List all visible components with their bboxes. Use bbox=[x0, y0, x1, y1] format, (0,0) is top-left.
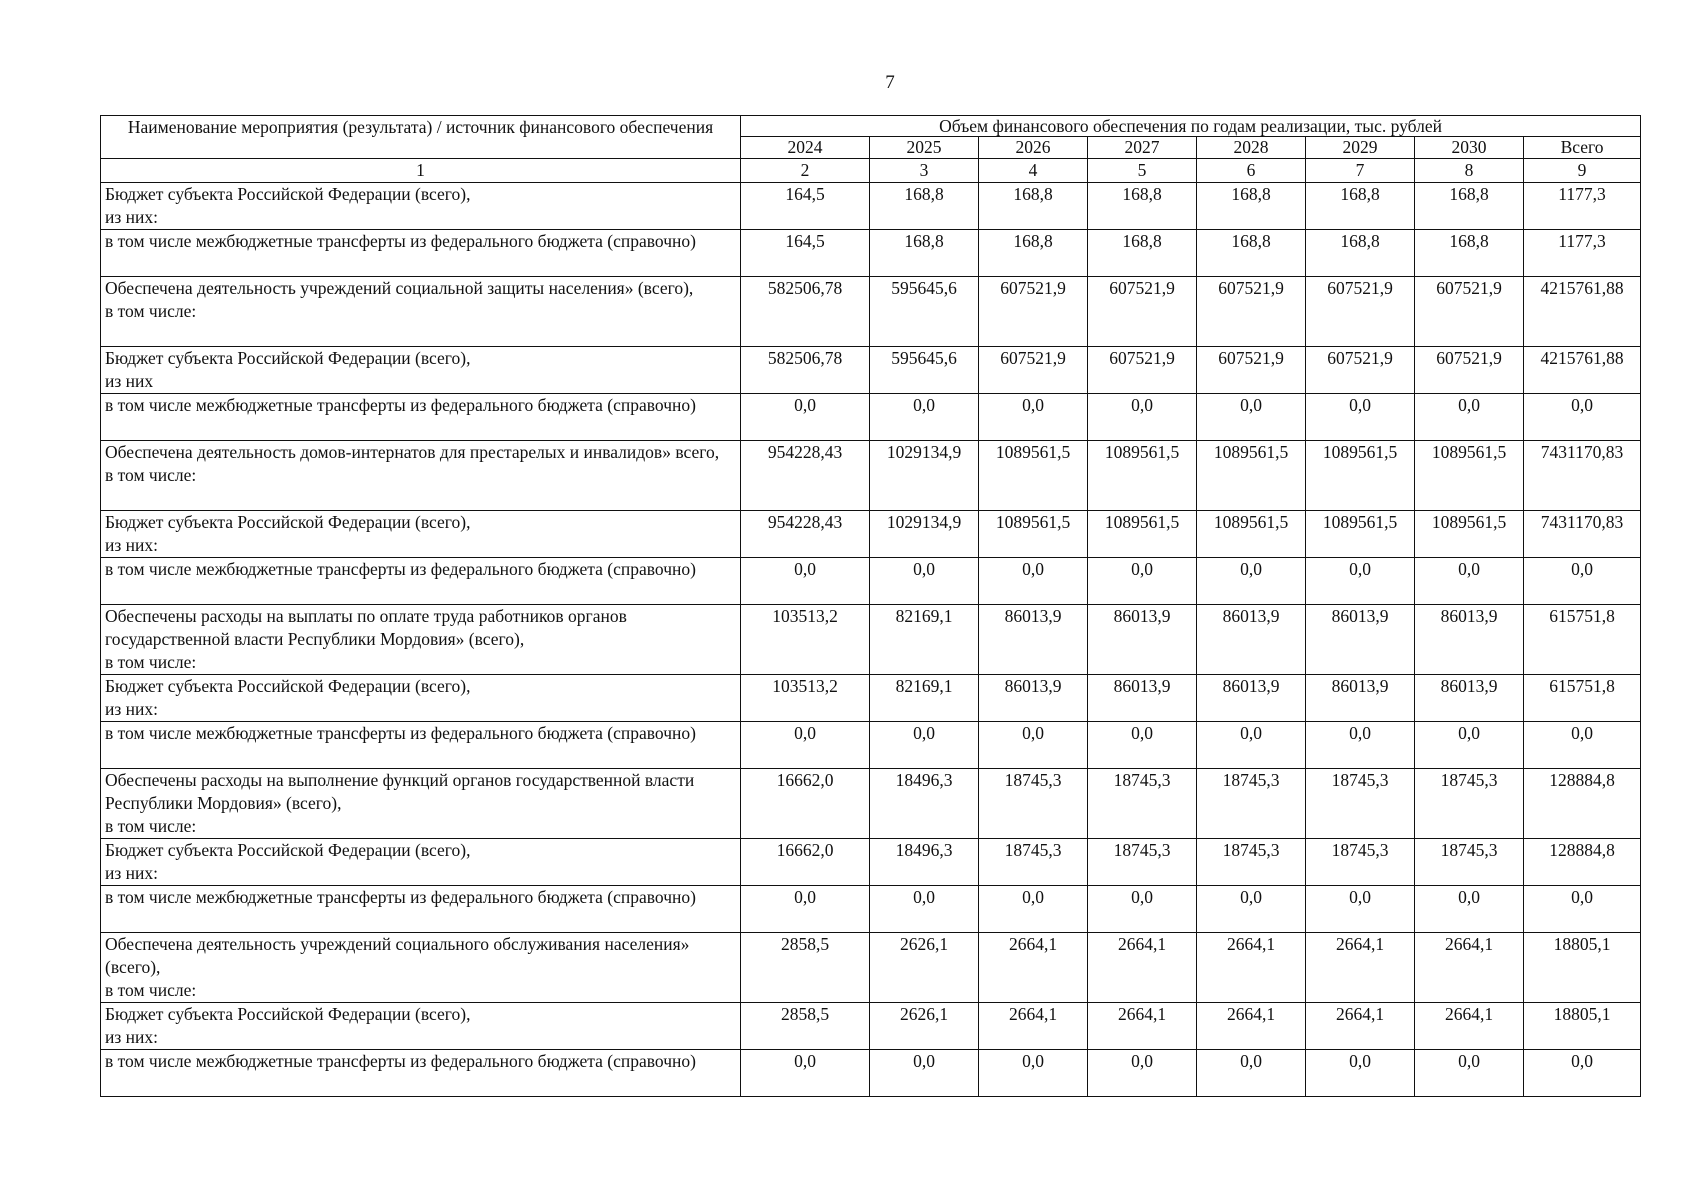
row-name-cell bbox=[101, 769, 741, 839]
row-name-line: Бюджет субъекта Российской Федерации (всего), bbox=[105, 676, 471, 696]
value-cell: 615751,8 bbox=[1524, 605, 1641, 675]
row-name-line: в том числе межбюджетные трансферты из федерального бюджета (справочно) bbox=[105, 231, 696, 251]
value-cell: 168,8 bbox=[1306, 230, 1415, 277]
row-name-cell bbox=[101, 441, 741, 511]
table-row bbox=[101, 1003, 1641, 1050]
value-cell: 18745,3 bbox=[979, 839, 1088, 886]
value-cell: 128884,8 bbox=[1524, 769, 1641, 839]
value-cell: 0,0 bbox=[1415, 558, 1524, 605]
year-header: 2024 bbox=[741, 137, 870, 159]
column-number-cell: 2 bbox=[741, 159, 870, 183]
value-cell: 1089561,5 bbox=[1088, 441, 1197, 511]
table-header bbox=[101, 116, 1641, 183]
value-cell: 18745,3 bbox=[1306, 839, 1415, 886]
value-cell: 86013,9 bbox=[1306, 675, 1415, 722]
table-row bbox=[101, 441, 1641, 511]
value-cell: 0,0 bbox=[1306, 886, 1415, 933]
value-cell: 0,0 bbox=[1197, 722, 1306, 769]
row-name-line: в том числе межбюджетные трансферты из федерального бюджета (справочно) bbox=[105, 723, 696, 743]
value-cell: 18496,3 bbox=[870, 839, 979, 886]
column-number-cell: 8 bbox=[1415, 159, 1524, 183]
value-cell: 607521,9 bbox=[1415, 277, 1524, 347]
value-cell: 18805,1 bbox=[1524, 1003, 1641, 1050]
row-name-line: из них bbox=[105, 371, 154, 391]
row-name-line: Обеспечены расходы на выплаты по оплате труда работников органов государственной власти Республики Мордовия» (всего), bbox=[105, 606, 627, 649]
value-cell: 2664,1 bbox=[979, 1003, 1088, 1050]
value-cell: 595645,6 bbox=[870, 277, 979, 347]
row-name-cell bbox=[101, 722, 741, 769]
row-name-line: из них: bbox=[105, 863, 158, 883]
value-cell: 18805,1 bbox=[1524, 933, 1641, 1003]
row-name-line: Бюджет субъекта Российской Федерации (всего), bbox=[105, 348, 471, 368]
value-cell: 82169,1 bbox=[870, 605, 979, 675]
value-cell: 16662,0 bbox=[741, 769, 870, 839]
value-cell: 0,0 bbox=[979, 722, 1088, 769]
table-row bbox=[101, 230, 1641, 277]
value-cell: 1177,3 bbox=[1524, 230, 1641, 277]
value-cell: 0,0 bbox=[979, 1050, 1088, 1097]
value-cell: 2626,1 bbox=[870, 933, 979, 1003]
value-cell: 86013,9 bbox=[1088, 605, 1197, 675]
column-number-cell: 1 bbox=[101, 159, 741, 183]
value-cell: 168,8 bbox=[1197, 183, 1306, 230]
row-name-cell bbox=[101, 347, 741, 394]
row-name-line: в том числе: bbox=[105, 301, 197, 321]
value-cell: 2858,5 bbox=[741, 933, 870, 1003]
table-row bbox=[101, 511, 1641, 558]
row-name-cell bbox=[101, 230, 741, 277]
value-cell: 86013,9 bbox=[1415, 675, 1524, 722]
value-cell: 128884,8 bbox=[1524, 839, 1641, 886]
value-cell: 18745,3 bbox=[1415, 839, 1524, 886]
value-cell: 18745,3 bbox=[1197, 839, 1306, 886]
value-cell: 7431170,83 bbox=[1524, 511, 1641, 558]
value-cell: 0,0 bbox=[1306, 558, 1415, 605]
value-cell: 0,0 bbox=[1524, 886, 1641, 933]
year-header: 2026 bbox=[979, 137, 1088, 159]
value-cell: 168,8 bbox=[1415, 183, 1524, 230]
row-name-line: из них: bbox=[105, 535, 158, 555]
value-cell: 18745,3 bbox=[1306, 769, 1415, 839]
row-name-line: в том числе межбюджетные трансферты из федерального бюджета (справочно) bbox=[105, 887, 696, 907]
value-cell: 607521,9 bbox=[1306, 277, 1415, 347]
value-cell: 0,0 bbox=[1088, 1050, 1197, 1097]
row-name-line: в том числе: bbox=[105, 980, 197, 1000]
value-cell: 2664,1 bbox=[1088, 1003, 1197, 1050]
value-cell: 607521,9 bbox=[1197, 347, 1306, 394]
value-cell: 164,5 bbox=[741, 183, 870, 230]
value-cell: 0,0 bbox=[870, 722, 979, 769]
value-cell: 16662,0 bbox=[741, 839, 870, 886]
value-cell: 2664,1 bbox=[979, 933, 1088, 1003]
value-cell: 0,0 bbox=[1088, 722, 1197, 769]
year-header: 2027 bbox=[1088, 137, 1197, 159]
row-name-cell bbox=[101, 839, 741, 886]
table-row bbox=[101, 675, 1641, 722]
value-cell: 0,0 bbox=[1415, 886, 1524, 933]
value-cell: 1089561,5 bbox=[1415, 511, 1524, 558]
value-cell: 1089561,5 bbox=[1415, 441, 1524, 511]
row-name-line: Обеспечены расходы на выполнение функций органов государственной власти Республики Мордовия» (всего), bbox=[105, 770, 695, 813]
value-cell: 0,0 bbox=[870, 1050, 979, 1097]
row-name-line: Обеспечена деятельность учреждений социального обслуживания населения» (всего), bbox=[105, 934, 690, 977]
row-name-line: в том числе: bbox=[105, 465, 197, 485]
row-name-cell bbox=[101, 605, 741, 675]
value-cell: 954228,43 bbox=[741, 511, 870, 558]
value-cell: 0,0 bbox=[870, 394, 979, 441]
value-cell: 168,8 bbox=[979, 230, 1088, 277]
value-cell: 1089561,5 bbox=[979, 441, 1088, 511]
table-row bbox=[101, 839, 1641, 886]
table-body bbox=[101, 183, 1641, 1097]
column-number-cell: 5 bbox=[1088, 159, 1197, 183]
value-cell: 103513,2 bbox=[741, 605, 870, 675]
value-cell: 86013,9 bbox=[979, 675, 1088, 722]
row-name-line: Бюджет субъекта Российской Федерации (всего), bbox=[105, 1004, 471, 1024]
value-cell: 168,8 bbox=[1415, 230, 1524, 277]
value-cell: 0,0 bbox=[979, 394, 1088, 441]
value-cell: 0,0 bbox=[1088, 886, 1197, 933]
value-cell: 607521,9 bbox=[979, 347, 1088, 394]
value-cell: 2664,1 bbox=[1197, 1003, 1306, 1050]
row-name-cell bbox=[101, 1050, 741, 1097]
value-cell: 0,0 bbox=[1197, 394, 1306, 441]
value-cell: 595645,6 bbox=[870, 347, 979, 394]
value-cell: 0,0 bbox=[1306, 394, 1415, 441]
value-cell: 0,0 bbox=[1088, 558, 1197, 605]
value-cell: 0,0 bbox=[741, 394, 870, 441]
value-cell: 86013,9 bbox=[1197, 605, 1306, 675]
row-name-line: в том числе: bbox=[105, 816, 197, 836]
row-name-line: в том числе: bbox=[105, 652, 197, 672]
value-cell: 0,0 bbox=[1415, 394, 1524, 441]
value-cell: 168,8 bbox=[870, 183, 979, 230]
row-name-cell bbox=[101, 886, 741, 933]
year-header: 2029 bbox=[1306, 137, 1415, 159]
value-cell: 0,0 bbox=[1197, 558, 1306, 605]
value-cell: 0,0 bbox=[741, 722, 870, 769]
value-cell: 0,0 bbox=[741, 558, 870, 605]
value-cell: 1029134,9 bbox=[870, 441, 979, 511]
value-cell: 0,0 bbox=[1197, 1050, 1306, 1097]
value-cell: 4215761,88 bbox=[1524, 347, 1641, 394]
value-cell: 7431170,83 bbox=[1524, 441, 1641, 511]
column-number-cell: 6 bbox=[1197, 159, 1306, 183]
value-cell: 0,0 bbox=[1524, 558, 1641, 605]
row-name-line: из них: bbox=[105, 207, 158, 227]
row-name-cell bbox=[101, 183, 741, 230]
value-cell: 0,0 bbox=[1197, 886, 1306, 933]
funding-group-header: Объем финансового обеспечения по годам реализации, тыс. рублей bbox=[741, 116, 1641, 137]
row-name-cell bbox=[101, 933, 741, 1003]
table-row bbox=[101, 1050, 1641, 1097]
value-cell: 103513,2 bbox=[741, 675, 870, 722]
row-name-line: Бюджет субъекта Российской Федерации (всего), bbox=[105, 512, 471, 532]
table-row bbox=[101, 886, 1641, 933]
table-row bbox=[101, 277, 1641, 347]
row-name-cell bbox=[101, 675, 741, 722]
row-name-line: Обеспечена деятельность учреждений социальной защиты населения» (всего), bbox=[105, 278, 694, 298]
value-cell: 0,0 bbox=[1524, 394, 1641, 441]
value-cell: 954228,43 bbox=[741, 441, 870, 511]
value-cell: 86013,9 bbox=[1415, 605, 1524, 675]
value-cell: 2664,1 bbox=[1306, 1003, 1415, 1050]
year-header: 2028 bbox=[1197, 137, 1306, 159]
value-cell: 607521,9 bbox=[1197, 277, 1306, 347]
value-cell: 2664,1 bbox=[1415, 933, 1524, 1003]
value-cell: 0,0 bbox=[741, 1050, 870, 1097]
value-cell: 18745,3 bbox=[1088, 839, 1197, 886]
value-cell: 0,0 bbox=[1306, 722, 1415, 769]
value-cell: 86013,9 bbox=[1088, 675, 1197, 722]
column-numbers-row bbox=[101, 159, 1641, 183]
value-cell: 607521,9 bbox=[1088, 347, 1197, 394]
value-cell: 18496,3 bbox=[870, 769, 979, 839]
table-row bbox=[101, 394, 1641, 441]
row-name-line: из них: bbox=[105, 1027, 158, 1047]
value-cell: 2626,1 bbox=[870, 1003, 979, 1050]
value-cell: 0,0 bbox=[1306, 1050, 1415, 1097]
row-name-line: в том числе межбюджетные трансферты из федерального бюджета (справочно) bbox=[105, 395, 696, 415]
value-cell: 1089561,5 bbox=[1088, 511, 1197, 558]
table-row bbox=[101, 933, 1641, 1003]
value-cell: 2664,1 bbox=[1415, 1003, 1524, 1050]
value-cell: 168,8 bbox=[1197, 230, 1306, 277]
table-row bbox=[101, 183, 1641, 230]
value-cell: 1089561,5 bbox=[979, 511, 1088, 558]
column-number-cell: 9 bbox=[1524, 159, 1641, 183]
value-cell: 607521,9 bbox=[1306, 347, 1415, 394]
table-row bbox=[101, 347, 1641, 394]
value-cell: 164,5 bbox=[741, 230, 870, 277]
value-cell: 582506,78 bbox=[741, 277, 870, 347]
value-cell: 0,0 bbox=[979, 886, 1088, 933]
value-cell: 1089561,5 bbox=[1197, 441, 1306, 511]
value-cell: 1089561,5 bbox=[1306, 441, 1415, 511]
value-cell: 86013,9 bbox=[1306, 605, 1415, 675]
value-cell: 582506,78 bbox=[741, 347, 870, 394]
financing-table bbox=[100, 115, 1641, 1097]
row-name-cell bbox=[101, 394, 741, 441]
value-cell: 2858,5 bbox=[741, 1003, 870, 1050]
value-cell: 18745,3 bbox=[1415, 769, 1524, 839]
row-name-cell bbox=[101, 511, 741, 558]
value-cell: 607521,9 bbox=[979, 277, 1088, 347]
value-cell: 0,0 bbox=[1088, 394, 1197, 441]
table-row bbox=[101, 722, 1641, 769]
value-cell: 1089561,5 bbox=[1306, 511, 1415, 558]
value-cell: 1177,3 bbox=[1524, 183, 1641, 230]
value-cell: 0,0 bbox=[870, 886, 979, 933]
value-cell: 18745,3 bbox=[1088, 769, 1197, 839]
row-name-line: Бюджет субъекта Российской Федерации (всего), bbox=[105, 840, 471, 860]
year-header: 2030 bbox=[1415, 137, 1524, 159]
value-cell: 18745,3 bbox=[1197, 769, 1306, 839]
value-cell: 2664,1 bbox=[1306, 933, 1415, 1003]
value-cell: 86013,9 bbox=[1197, 675, 1306, 722]
row-name-cell bbox=[101, 558, 741, 605]
column-number-cell: 4 bbox=[979, 159, 1088, 183]
value-cell: 0,0 bbox=[1415, 722, 1524, 769]
value-cell: 1029134,9 bbox=[870, 511, 979, 558]
value-cell: 168,8 bbox=[1088, 230, 1197, 277]
year-header: Всего bbox=[1524, 137, 1641, 159]
value-cell: 0,0 bbox=[979, 558, 1088, 605]
value-cell: 1089561,5 bbox=[1197, 511, 1306, 558]
table-row bbox=[101, 769, 1641, 839]
value-cell: 86013,9 bbox=[979, 605, 1088, 675]
name-column-header: Наименование мероприятия (результата) / источник финансового обеспечения bbox=[101, 116, 741, 159]
value-cell: 2664,1 bbox=[1088, 933, 1197, 1003]
value-cell: 82169,1 bbox=[870, 675, 979, 722]
value-cell: 0,0 bbox=[741, 886, 870, 933]
value-cell: 168,8 bbox=[979, 183, 1088, 230]
value-cell: 0,0 bbox=[1415, 1050, 1524, 1097]
row-name-line: в том числе межбюджетные трансферты из федерального бюджета (справочно) bbox=[105, 1051, 696, 1071]
row-name-cell bbox=[101, 1003, 741, 1050]
value-cell: 0,0 bbox=[1524, 1050, 1641, 1097]
row-name-line: Бюджет субъекта Российской Федерации (всего), bbox=[105, 184, 471, 204]
row-name-cell bbox=[101, 277, 741, 347]
year-header: 2025 bbox=[870, 137, 979, 159]
value-cell: 607521,9 bbox=[1088, 277, 1197, 347]
value-cell: 0,0 bbox=[1524, 722, 1641, 769]
value-cell: 168,8 bbox=[1088, 183, 1197, 230]
column-number-cell: 7 bbox=[1306, 159, 1415, 183]
column-number-cell: 3 bbox=[870, 159, 979, 183]
value-cell: 168,8 bbox=[870, 230, 979, 277]
row-name-line: из них: bbox=[105, 699, 158, 719]
row-name-line: Обеспечена деятельность домов-интернатов для престарелых и инвалидов» всего, bbox=[105, 442, 720, 462]
table-row bbox=[101, 558, 1641, 605]
table-row bbox=[101, 605, 1641, 675]
page-number: 7 bbox=[885, 72, 895, 93]
value-cell: 607521,9 bbox=[1415, 347, 1524, 394]
value-cell: 4215761,88 bbox=[1524, 277, 1641, 347]
value-cell: 615751,8 bbox=[1524, 675, 1641, 722]
value-cell: 168,8 bbox=[1306, 183, 1415, 230]
value-cell: 0,0 bbox=[870, 558, 979, 605]
value-cell: 2664,1 bbox=[1197, 933, 1306, 1003]
row-name-line: в том числе межбюджетные трансферты из федерального бюджета (справочно) bbox=[105, 559, 696, 579]
value-cell: 18745,3 bbox=[979, 769, 1088, 839]
